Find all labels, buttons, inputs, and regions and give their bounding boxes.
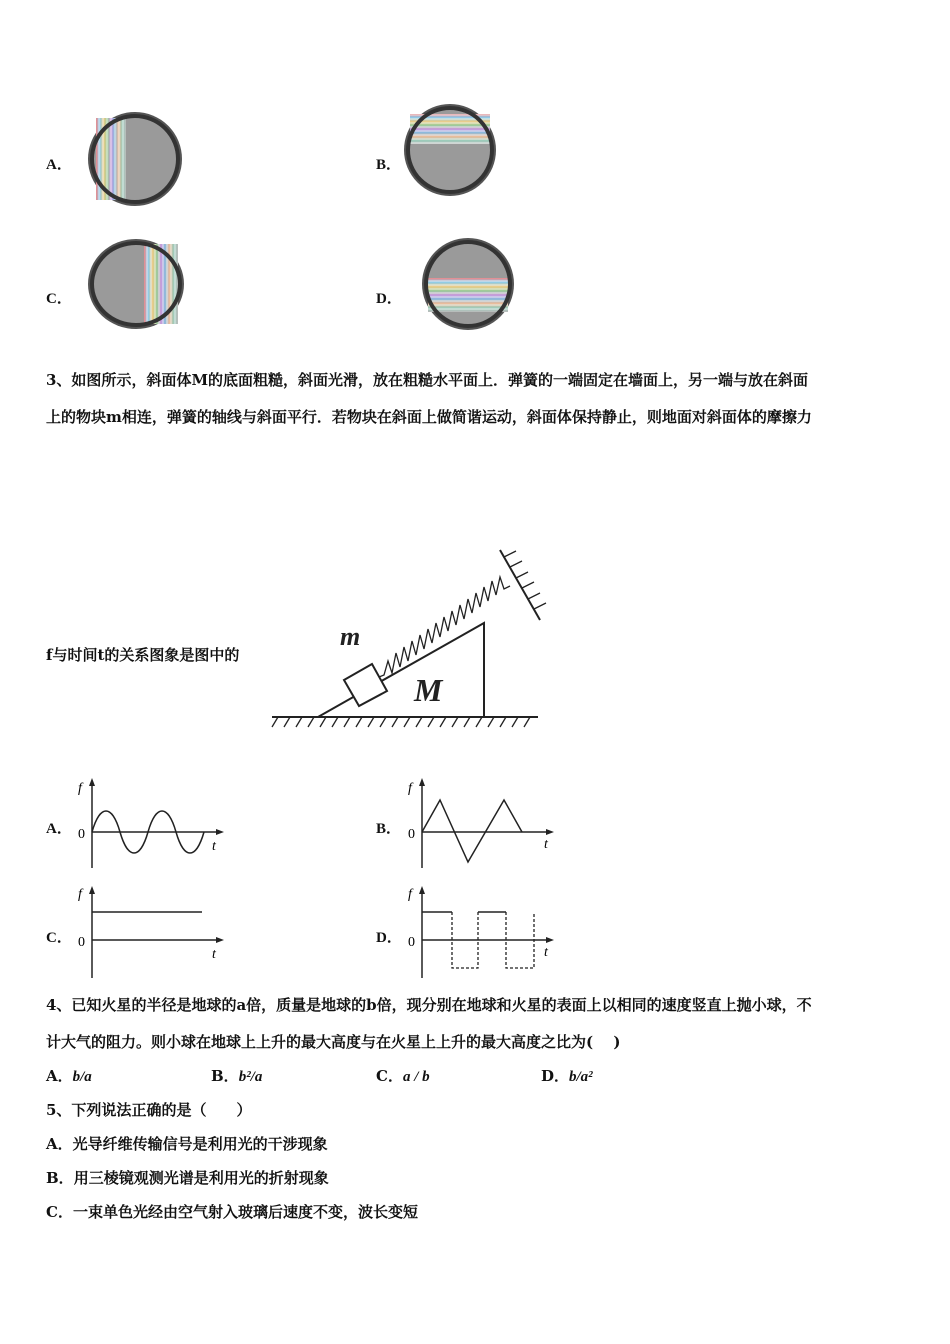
- q3-c-origin-label: 0: [78, 935, 85, 950]
- q5-option-b-text: 用三棱镜观测光谱是利用光的折射现象: [73, 1169, 329, 1187]
- q4-option-d: [541, 1066, 593, 1087]
- q4-option-b: [211, 1066, 262, 1087]
- q2-option-b-label: B．: [376, 157, 402, 173]
- q3-block-label: m: [340, 622, 361, 651]
- q3-stem-line-3: f与时间t的关系图象是图中的: [46, 646, 240, 664]
- q2-option-d-lens-image: [420, 236, 516, 332]
- q3-a-origin-label: 0: [78, 827, 85, 842]
- q3-option-b-label: B．: [376, 821, 402, 837]
- q5-option-b: [46, 1168, 329, 1188]
- q4-stem-line-2: 计大气的阻力。则小球在地球上上升的最大高度与在火星上上升的最大高度之比为( ): [46, 1033, 621, 1051]
- q3-a-t-axis-label: t: [212, 839, 216, 854]
- q5-option-b-label: B．: [46, 1169, 74, 1187]
- q4-option-a-value: b/a: [72, 1069, 92, 1085]
- q3-b-f-axis-label: f: [408, 781, 412, 796]
- q5-option-a-label: A．: [46, 1135, 73, 1153]
- q3-wedge-label: M: [414, 672, 443, 708]
- q3-option-d-label: D．: [376, 930, 402, 946]
- q5-option-a: [46, 1134, 328, 1154]
- q4-option-d-label: D．: [541, 1067, 570, 1085]
- q4-stem-line-1: 4、已知火星的半径是地球的a倍，质量是地球的b倍，现分别在地球和火星的表面上以相同的速度竖直上抛小球，不: [46, 996, 812, 1014]
- q5-option-c-text: 一束单色光经由空气射入玻璃后速度不变，波长变短: [72, 1203, 418, 1221]
- q4-option-b-value: b²/a: [238, 1069, 263, 1085]
- q3-incline-spring-figure: [268, 545, 558, 735]
- q5-option-c: [46, 1202, 418, 1222]
- q3-b-origin-label: 0: [408, 827, 415, 842]
- q3-b-t-axis-label: t: [544, 837, 548, 852]
- q2-option-a-label: A．: [46, 157, 72, 173]
- q3-d-f-axis-label: f: [408, 887, 412, 902]
- q5-option-a-text: 光导纤维传输信号是利用光的干涉现象: [72, 1135, 328, 1153]
- q3-a-f-axis-label: f: [78, 781, 82, 796]
- q2-option-a-lens-image: [86, 110, 184, 208]
- q5-option-c-label: C．: [46, 1203, 73, 1221]
- q4-option-a: [46, 1066, 92, 1087]
- q4-option-b-label: B．: [211, 1067, 239, 1085]
- q4-option-c-label: C．: [376, 1067, 403, 1085]
- q3-stem-line-1: 3、如图所示，斜面体M的底面粗糙，斜面光滑，放在粗糙水平面上．弹簧的一端固定在墙面上，另一端与放在斜面: [46, 371, 809, 389]
- q4-option-c: [376, 1066, 430, 1087]
- q3-option-c-label: C．: [46, 930, 72, 946]
- q4-option-c-value: a / b: [402, 1069, 430, 1085]
- q3-option-c-constant-graph: [72, 884, 232, 980]
- q3-option-a-label: A．: [46, 821, 72, 837]
- q5-stem: 5、下列说法正确的是（ ）: [46, 1101, 252, 1119]
- q3-option-b-triangle-graph: [402, 776, 562, 872]
- q2-option-c-lens-image: [86, 238, 186, 330]
- q3-option-d-square-graph: [402, 884, 562, 980]
- q3-d-t-axis-label: t: [544, 945, 548, 960]
- q3-c-t-axis-label: t: [212, 947, 216, 962]
- q3-d-origin-label: 0: [408, 935, 415, 950]
- q3-stem-line-2: 上的物块m相连，弹簧的轴线与斜面平行．若物块在斜面上做简谐运动，斜面体保持静止，则地面对斜面体的摩擦力: [46, 408, 812, 426]
- q2-option-d-label: D．: [376, 291, 402, 307]
- q2-option-c-label: C．: [46, 291, 72, 307]
- q2-option-b-lens-image: [402, 102, 498, 198]
- q4-option-d-value: b/a²: [569, 1069, 593, 1085]
- q3-option-a-sine-graph: [72, 776, 232, 872]
- q3-c-f-axis-label: f: [78, 887, 82, 902]
- q4-option-a-label: A．: [46, 1067, 73, 1085]
